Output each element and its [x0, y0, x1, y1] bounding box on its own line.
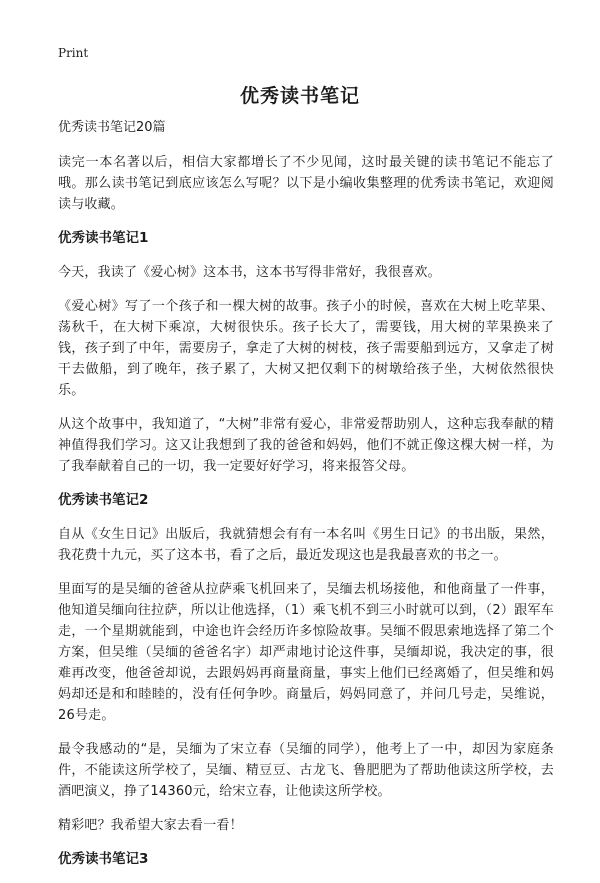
section-heading-3: 优秀读书笔记3: [58, 851, 149, 867]
intro-paragraph: 读完一本名著以后，相信大家都增长了不少见闻，这时最关键的读书笔记不能忘了哦。那么读书笔记到底应该怎么写呢？以下是小编收集整理的优秀读书笔记，欢迎阅读与收藏。: [58, 155, 554, 212]
section-1-paragraph: 从这个故事中，我知道了，“大树”非常有爱心，非常爱帮助别人，这种忘我奉献的精神值得我们学习。这又让我想到了我的爸爸和妈妈，他们不就正像这棵大树一样，为了我奉献着自己的一切，我一定要好好学习，将来报答父母。: [58, 417, 554, 474]
section-2-paragraph: 精彩吧？我希望大家去看一看！: [58, 818, 243, 833]
page-title: 优秀读书笔记: [239, 85, 360, 107]
section-heading-1: 优秀读书笔记1: [58, 230, 149, 246]
print-link[interactable]: Print: [58, 46, 89, 60]
article-subtitle: 优秀读书笔记20篇: [58, 120, 166, 135]
section-heading-2: 优秀读书笔记2: [58, 492, 149, 508]
section-1-paragraph: 《爱心树》写了一个孩子和一棵大树的故事。孩子小的时候，喜欢在大树上吃苹果、荡秋千，在大树下乘凉，大树很快乐。孩子长大了，需要钱，用大树的苹果换来了钱，孩子到了中年，需要房子，拿走了大树的树枝，孩子需要船到远方，又拿走了树干去做船，到了晚年，孩子累了，大树又把仅剩下的树墩给孩子坐，大树依然很快乐。: [58, 299, 554, 398]
article-body: [58, 118, 554, 883]
section-1-paragraph: 今天，我读了《爱心树》这本书，这本书写得非常好，我很喜欢。: [58, 265, 441, 280]
section-2-paragraph: 里面写的是吴缅的爸爸从拉萨乘飞机回来了，吴缅去机场接他，和他商量了一件事，他知道吴缅向往拉萨，所以让他选择，（1）乘飞机不到三小时就可以到，（2）跟军车走，一个星期就能到，中途也许会经历许多惊险故事。吴缅不假思索地选择了第二个方案，但吴维（吴缅的爸爸名字）却严肃地讨论这件事，吴缅却说，我决定的事，很难再改变，他爸爸却说，去跟妈妈再商量商量，事实上他们已经离婚了，但吴维和妈妈却还是和和睦睦的，没有任何争吵。商量后，妈妈同意了，并问几号走，吴维说，26号走。: [58, 582, 554, 723]
section-2-paragraph: 自从《女生日记》出版后，我就猜想会有有一本名叫《男生日记》的书出版，果然，我花费十九元，买了这本书，看了之后，最近发现这也是我最喜欢的书之一。: [58, 527, 554, 563]
section-2-paragraph: 最令我感动的“是，吴缅为了宋立春（吴缅的同学），他考上了一中，却因为家庭条件，不能读这所学校了，吴缅、精豆豆、古龙飞、鲁肥肥为了帮助他读这所学校，去酒吧演义，挣了14360元，给宋立春，让他读这所学校。: [58, 742, 554, 799]
